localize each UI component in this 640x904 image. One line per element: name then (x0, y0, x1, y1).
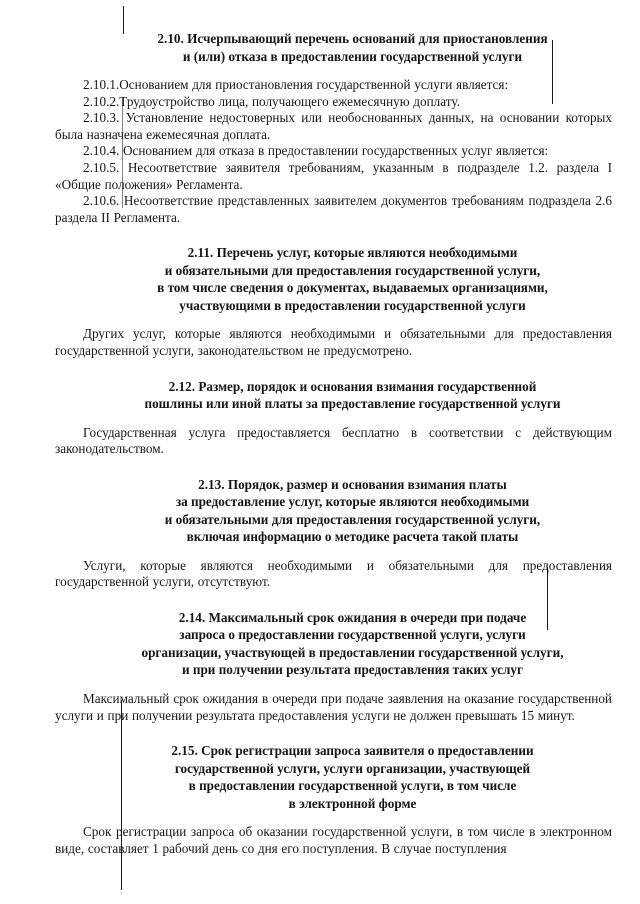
heading-line: и обязательными для предоставления государственной услуги, (164, 511, 541, 527)
section-heading (55, 244, 612, 314)
section-heading (55, 609, 612, 679)
heading-line: государственной услуги, услуги организации, участвующей (174, 760, 531, 776)
heading-line: в том числе сведения о документах, выдаваемых организациями, (157, 280, 548, 296)
section-heading (55, 30, 612, 65)
paragraph: Срок регистрации запроса об оказании государственной услуги, в том числе в электронном виде, составляет 1 рабочий день со дня его поступления. В случае поступления (55, 824, 612, 856)
paragraph: 2.10.6. Несоответствие представленных заявителем документов требованиям подраздела 2.6 раздела II Регламента. (55, 193, 612, 225)
document-page (55, 30, 612, 857)
paragraph: Максимальный срок ожидания в очереди при подаче заявления на оказание государственной услуги и при получении результата предоставления услуги не должен превышать 15 минут. (55, 690, 612, 723)
paragraph: 2.10.2.Трудоустройство лица, получающего ежемесячную доплату. (83, 93, 460, 109)
heading-line: и при получении результата предоставления таких услуг (181, 662, 523, 678)
heading-line: в предоставлении государственной услуги, в том числе (188, 778, 517, 794)
section-2-11 (55, 244, 612, 359)
section-2-13 (55, 476, 612, 591)
section-2-12 (55, 378, 612, 458)
paragraph: Других услуг, которые являются необходимыми и обязательными для предоставления государственной услуги, законодательством не предусмотрено. (55, 326, 612, 358)
section-2-10 (55, 30, 612, 226)
section-heading (55, 378, 612, 413)
heading-line: организации, участвующей в предоставлении государственной услуги, (141, 644, 564, 660)
section-2-15 (55, 742, 612, 857)
paragraph: 2.10.1.Основанием для приостановления государственной услуги является: (83, 77, 509, 92)
paragraph: 2.10.4. Основанием для отказа в предоставлении государственных услуг является: (83, 143, 549, 159)
heading-line: и (или) отказа в предоставлении государственной услуги (182, 48, 523, 64)
heading-line: включая информацию о методике расчета такой платы (186, 529, 519, 545)
heading-line: пошлины или иной платы за предоставление государственной услуги (144, 396, 561, 412)
heading-line: в электронной форме (288, 795, 417, 811)
heading-line: 2.15. Срок регистрации запроса заявителя о предоставлении (171, 743, 534, 759)
heading-line: 2.11. Перечень услуг, которые являются необходимыми (187, 245, 518, 261)
heading-line: 2.12. Размер, порядок и основания взимания государственной (168, 378, 537, 394)
heading-line: 2.10. Исчерпывающий перечень оснований для приостановления (157, 31, 548, 46)
heading-line: 2.13. Порядок, размер и основания взимания платы (198, 476, 507, 492)
section-2-14 (55, 609, 612, 724)
heading-line: участвующими в предоставлении государственной услуги (179, 297, 526, 313)
paragraph: Государственная услуга предоставляется бесплатно в соответствии с действующим законодательством. (55, 424, 612, 457)
paragraph: 2.10.3. Установление недостоверных или необоснованных данных, на основании которых была назначена ежемесячная доплата. (55, 110, 612, 142)
heading-line: 2.14. Максимальный срок ожидания в очереди при подаче (178, 609, 527, 625)
heading-line: запроса о предоставлении государственной услуги, услуги (179, 627, 526, 643)
section-heading (55, 476, 612, 546)
section-heading (55, 742, 612, 812)
paragraph: Услуги, которые являются необходимыми и обязательными для предоставления государственной услуги, отсутствуют. (55, 557, 612, 590)
heading-line: за предоставление услуг, которые являются необходимыми (175, 494, 530, 510)
paragraph: 2.10.5. Несоответствие заявителя требованиям, указанным в подразделе 1.2. раздела I «Общие положения» Регламента. (55, 159, 612, 192)
heading-line: и обязательными для предоставления государственной услуги, (164, 262, 541, 278)
